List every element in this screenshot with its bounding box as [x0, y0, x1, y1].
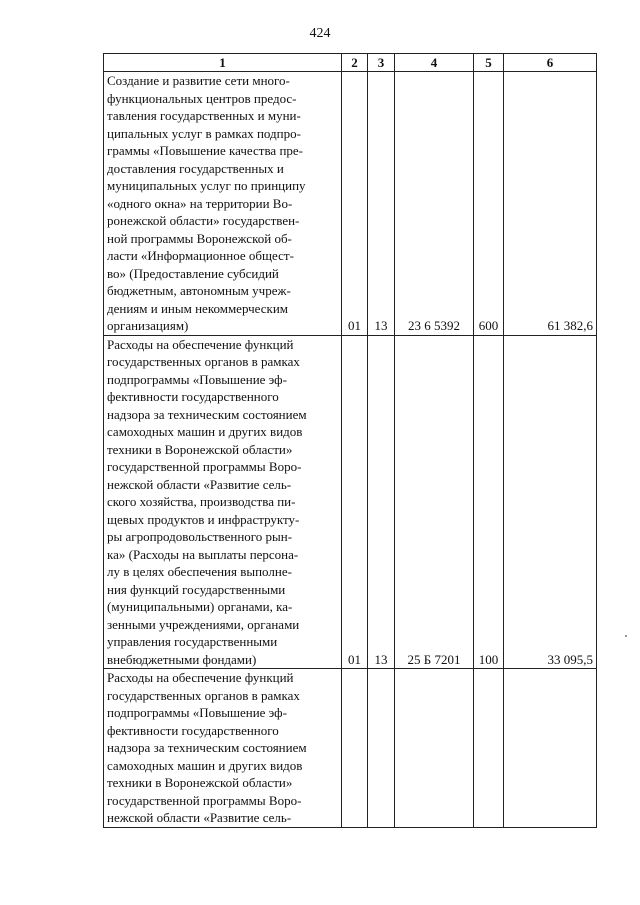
subsection-code — [368, 669, 395, 828]
description-line: техники в Воронежской области» — [107, 775, 293, 790]
description-line: бюджетным, автономным учреж- — [107, 283, 291, 298]
description-line: государственных органов в рамках — [107, 354, 300, 369]
description-line: функциональных центров предос- — [107, 90, 297, 106]
description-line: государственной программы Воро- — [107, 459, 302, 474]
description-line: ка» (Расходы на выплаты персона- — [107, 546, 299, 562]
description-line: Создание и развитие сети много- — [107, 73, 290, 88]
col-header-3: 3 — [368, 54, 395, 72]
col-header-2: 2 — [342, 54, 368, 72]
description-line: лу в целях обеспечения выполне- — [107, 564, 292, 579]
description-line: во» (Предоставление субсидий — [107, 265, 279, 281]
scan-speck — [625, 635, 627, 637]
description-line: дениям и иным некоммерческим — [107, 300, 289, 316]
description-line: техники в Воронежской области» — [107, 441, 293, 457]
description-line: тавления государственных и муни- — [107, 108, 301, 123]
description-line: ласти «Информационное общест- — [107, 248, 294, 263]
description-line: (муниципальными) органами, ка- — [107, 599, 293, 614]
description-line: государственной программы Воро- — [107, 792, 302, 808]
expense-description — [104, 72, 342, 336]
description-line: фективности государственного — [107, 389, 279, 404]
expense-type-code: 100 — [474, 335, 504, 669]
description-line: подпрограммы «Повышение эф- — [107, 371, 287, 387]
description-line: доставления государственных и — [107, 160, 284, 176]
description-line: ципальных услуг в рамках подпро- — [107, 125, 301, 141]
header-row — [104, 54, 597, 72]
description-line: ского хозяйства, производства пи- — [107, 494, 296, 509]
description-line: ры агропродовольственного рын- — [107, 529, 293, 544]
description-line: нежской области «Развитие сель- — [107, 476, 292, 492]
expense-type-code — [474, 669, 504, 828]
description-line: зенными учреждениями, органами — [107, 616, 300, 632]
target-article-code — [395, 669, 474, 828]
description-line: государственных органов в рамках — [107, 687, 300, 703]
description-line: подпрограммы «Повышение эф- — [107, 705, 287, 720]
table-row — [104, 72, 597, 336]
col-header-5: 5 — [474, 54, 504, 72]
target-article-code: 23 6 5392 — [395, 72, 474, 336]
col-header-6: 6 — [504, 54, 597, 72]
description-line: ния функций государственными — [107, 581, 286, 597]
budget-table — [103, 53, 597, 828]
description-line: фективности государственного — [107, 722, 279, 738]
description-line: Расходы на обеспечение функций — [107, 336, 294, 352]
expense-description — [104, 335, 342, 669]
description-line: ной программы Воронежской об- — [107, 230, 292, 246]
description-line: нежской области «Развитие сель- — [107, 810, 292, 825]
table-row — [104, 335, 597, 669]
subsection-code: 13 — [368, 72, 395, 336]
subsection-code: 13 — [368, 335, 395, 669]
description-line: самоходных машин и других видов — [107, 424, 303, 439]
description-line: управления государственными — [107, 634, 278, 649]
target-article-code: 25 Б 7201 — [395, 335, 474, 669]
description-line: Расходы на обеспечение функций — [107, 670, 294, 685]
amount-value — [504, 669, 597, 828]
col-header-4: 4 — [395, 54, 474, 72]
description-line: граммы «Повышение качества пре- — [107, 143, 304, 158]
table-row — [104, 669, 597, 828]
amount-value: 61 382,6 — [504, 72, 597, 336]
section-code: 01 — [342, 72, 368, 336]
page-number: 424 — [309, 26, 331, 41]
description-line: организациям) — [107, 318, 189, 333]
description-line: муниципальных услуг по принципу — [107, 178, 306, 193]
description-line: «одного окна» на территории Во- — [107, 195, 293, 211]
col-header-1: 1 — [104, 54, 342, 72]
description-line: надзора за техническим состоянием — [107, 406, 307, 422]
expense-type-code: 600 — [474, 72, 504, 336]
description-line: надзора за техническим состоянием — [107, 740, 307, 755]
section-code — [342, 669, 368, 828]
description-line: ронежской области» государствен- — [107, 213, 300, 228]
expense-description — [104, 669, 342, 828]
description-line: самоходных машин и других видов — [107, 757, 303, 773]
amount-value: 33 095,5 — [504, 335, 597, 669]
section-code: 01 — [342, 335, 368, 669]
description-line: внебюджетными фондами) — [107, 651, 257, 667]
description-line: щевых продуктов и инфраструкту- — [107, 511, 300, 527]
